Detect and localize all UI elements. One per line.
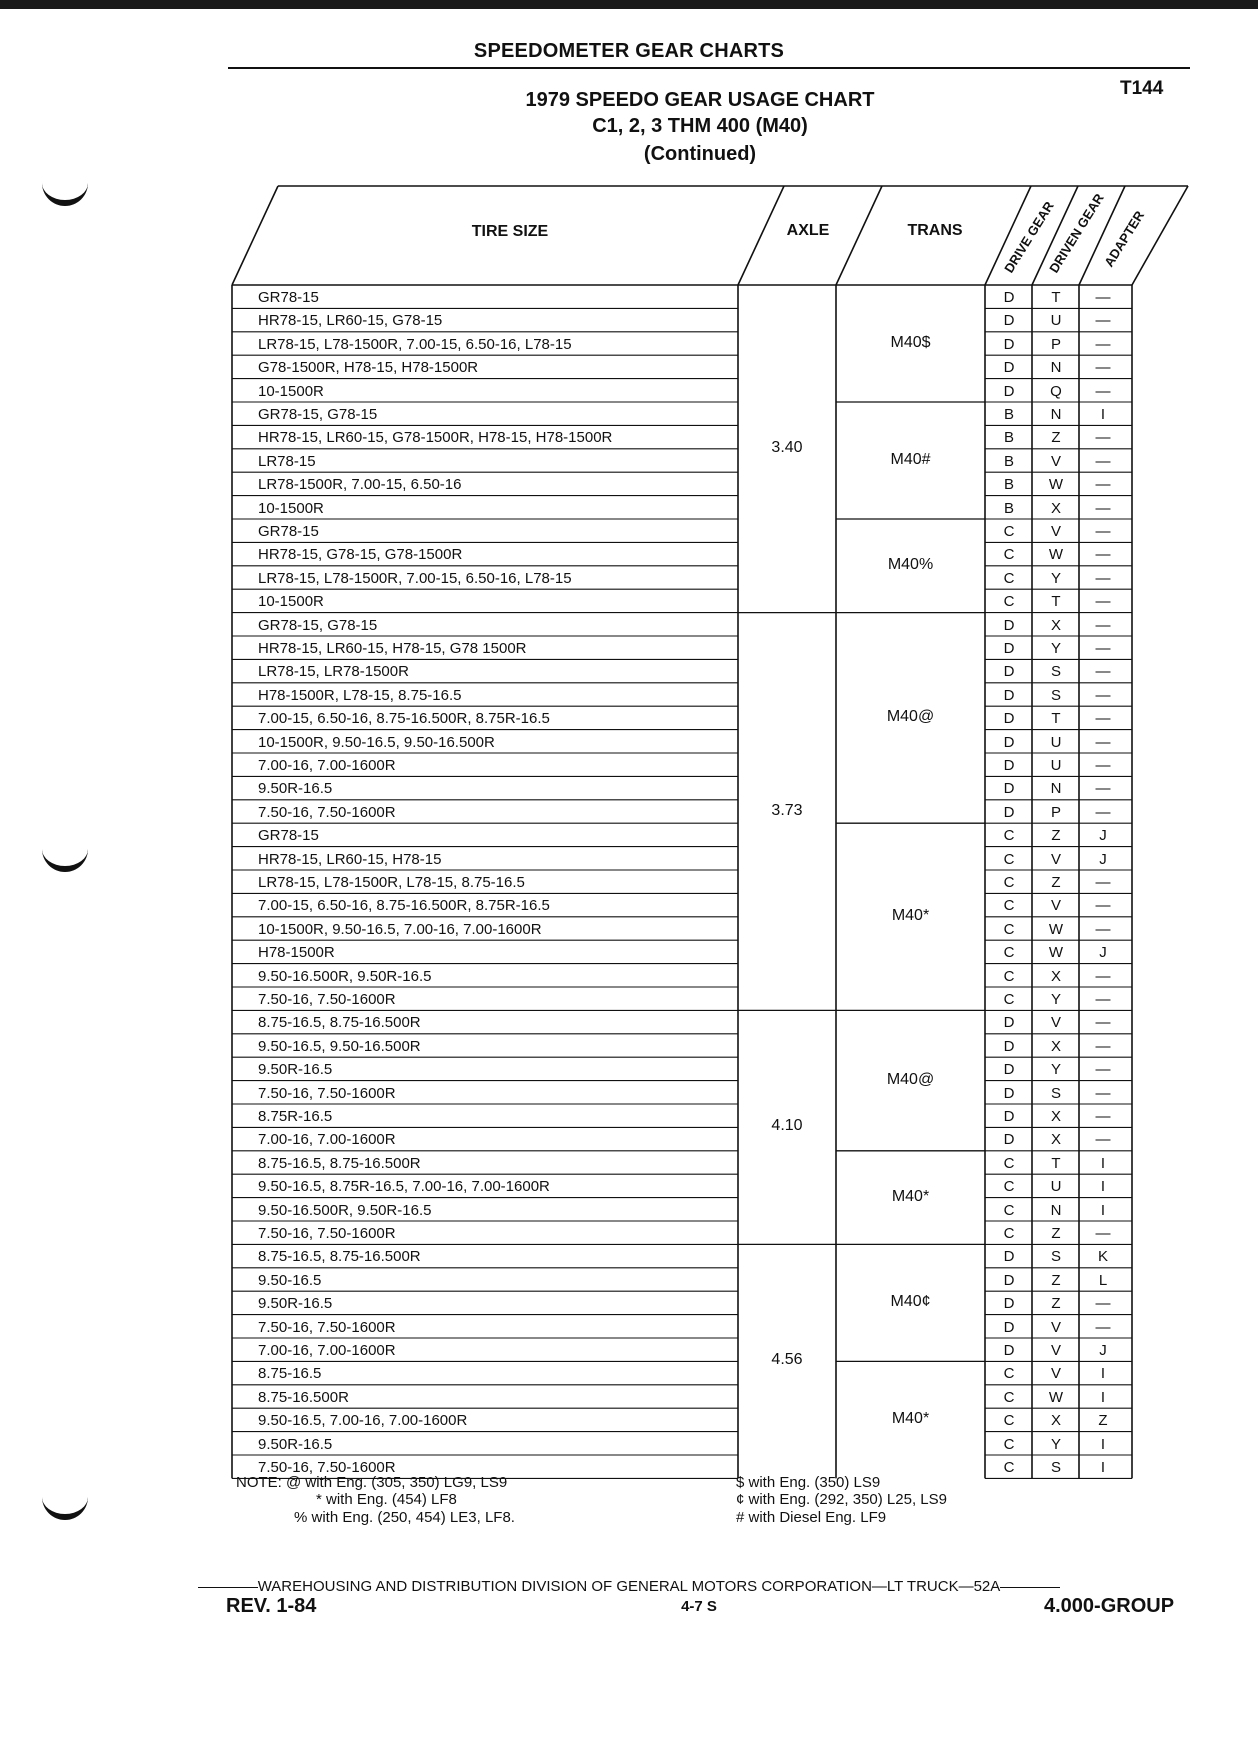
tire-size-cell: 9.50R-16.5: [258, 1435, 333, 1453]
driven-gear-cell: X: [1050, 499, 1061, 517]
adapter-gear-cell: —: [1095, 499, 1111, 517]
tire-size-cell: 9.50-16.500R, 9.50R-16.5: [258, 967, 432, 985]
adapter-gear-cell: I: [1100, 1388, 1106, 1406]
adapter-gear-cell: —: [1095, 546, 1111, 564]
driven-gear-cell: N: [1050, 780, 1062, 798]
column-header-driven: DRIVEN GEAR: [1046, 190, 1107, 276]
adapter-gear-cell: I: [1100, 1201, 1106, 1219]
adapter-gear-cell: —: [1095, 1295, 1111, 1313]
driven-gear-cell: W: [1048, 944, 1064, 962]
drive-gear-cell: D: [1003, 312, 1015, 330]
tire-size-cell: 9.50R-16.5: [258, 1295, 333, 1313]
adapter-gear-cell: —: [1095, 780, 1111, 798]
driven-gear-cell: Z: [1051, 429, 1061, 447]
drive-gear-cell: D: [1003, 1014, 1015, 1032]
adapter-gear-cell: —: [1095, 569, 1111, 587]
driven-gear-cell: T: [1051, 289, 1061, 306]
trans-code-label: M40$: [890, 333, 931, 351]
adapter-gear-cell: J: [1099, 827, 1107, 845]
drive-gear-cell: B: [1003, 452, 1014, 470]
tire-size-cell: 9.50-16.5, 8.75R-16.5, 7.00-16, 7.00-1600R: [258, 1178, 550, 1196]
drive-gear-cell: D: [1003, 803, 1015, 821]
drive-gear-cell: B: [1003, 406, 1014, 423]
tire-size-cell: GR78-15: [258, 523, 319, 540]
driven-gear-cell: V: [1050, 1014, 1061, 1032]
driven-gear-cell: X: [1050, 616, 1061, 634]
drive-gear-cell: D: [1003, 686, 1015, 704]
tire-size-cell: 7.50-16, 7.50-1600R: [258, 1225, 396, 1242]
adapter-gear-cell: —: [1095, 1061, 1111, 1079]
drive-gear-cell: C: [1003, 1412, 1015, 1430]
adapter-gear-cell: —: [1095, 1225, 1111, 1242]
driven-gear-cell: X: [1050, 967, 1061, 985]
trans-code-label: M40@: [886, 1070, 935, 1088]
tire-size-cell: 9.50-16.500R, 9.50R-16.5: [258, 1201, 432, 1219]
tire-size-cell: 8.75-16.5, 8.75-16.500R: [258, 1154, 421, 1172]
trans-code-label: M40%: [887, 555, 934, 573]
tire-size-cell: GR78-15, G78-15: [258, 616, 378, 634]
tire-size-cell: 8.75-16.5: [258, 1365, 322, 1383]
drive-gear-cell: D: [1003, 289, 1015, 306]
drive-gear-cell: D: [1003, 1108, 1015, 1125]
tire-size-cell: 8.75-16.500R: [258, 1388, 349, 1406]
tire-size-cell: H78-1500R: [258, 944, 335, 962]
driven-gear-cell: U: [1050, 1178, 1062, 1196]
adapter-gear-cell: I: [1100, 1365, 1106, 1383]
axle-ratio-label: 3.73: [771, 801, 803, 819]
drive-gear-cell: C: [1003, 991, 1015, 1008]
tire-size-cell: 9.50-16.5, 7.00-16, 7.00-1600R: [258, 1412, 468, 1430]
driven-gear-cell: P: [1050, 335, 1061, 353]
tire-size-cell: 9.50R-16.5: [258, 1061, 333, 1079]
tire-size-cell: GR78-15: [258, 827, 319, 845]
footer-revision: REV. 1-84: [226, 1595, 317, 1617]
driven-gear-cell: N: [1050, 359, 1062, 377]
axle-ratio-label: 4.10: [771, 1117, 803, 1135]
drive-gear-cell: D: [1003, 1084, 1015, 1102]
driven-gear-cell: V: [1050, 850, 1061, 868]
tire-size-cell: 7.00-16, 7.00-1600R: [258, 1131, 396, 1149]
drive-gear-cell: C: [1003, 1201, 1015, 1219]
drive-gear-cell: C: [1003, 1459, 1015, 1476]
footer-group: 4.000-GROUP: [1044, 1595, 1175, 1617]
driven-gear-cell: U: [1050, 733, 1062, 751]
drive-gear-cell: B: [1003, 499, 1014, 517]
adapter-gear-cell: —: [1095, 335, 1111, 353]
drive-gear-cell: C: [1003, 897, 1015, 915]
header-slant: [1132, 186, 1188, 285]
drive-gear-cell: D: [1003, 359, 1015, 377]
adapter-gear-cell: Z: [1098, 1412, 1108, 1430]
note-line: * with Eng. (454) LF8: [316, 1491, 457, 1508]
tire-size-cell: 9.50R-16.5: [258, 780, 333, 798]
drive-gear-cell: D: [1003, 757, 1015, 774]
drive-gear-cell: C: [1003, 523, 1015, 540]
trans-code-label: M40#: [890, 450, 931, 468]
drive-gear-cell: B: [1003, 476, 1014, 494]
drive-gear-cell: D: [1003, 335, 1015, 353]
drive-gear-cell: D: [1003, 710, 1015, 728]
driven-gear-cell: W: [1048, 1388, 1064, 1406]
tire-size-cell: HR78-15, LR60-15, H78-15: [258, 850, 442, 868]
adapter-gear-cell: —: [1095, 663, 1111, 681]
tire-size-cell: 7.50-16, 7.50-1600R: [258, 1084, 396, 1102]
page-header-title: SPEEDOMETER GEAR CHARTS: [473, 40, 785, 62]
header-slant: [232, 186, 278, 285]
tire-size-cell: 10-1500R: [258, 593, 324, 611]
adapter-gear-cell: —: [1095, 1037, 1111, 1055]
driven-gear-cell: V: [1050, 1365, 1061, 1383]
trans-code-label: M40*: [891, 1187, 930, 1205]
adapter-gear-cell: I: [1100, 1154, 1106, 1172]
note-line: $ with Eng. (350) LS9: [736, 1474, 881, 1491]
tire-size-cell: 8.75R-16.5: [258, 1108, 333, 1125]
tire-size-cell: LR78-15, L78-1500R, L78-15, 8.75-16.5: [258, 874, 525, 891]
tire-size-cell: 8.75-16.5, 8.75-16.500R: [258, 1248, 421, 1266]
adapter-gear-cell: —: [1095, 1131, 1111, 1149]
chart-subtitle: C1, 2, 3 THM 400 (M40): [592, 115, 808, 137]
driven-gear-cell: T: [1051, 1154, 1061, 1172]
driven-gear-cell: T: [1051, 710, 1061, 728]
tire-size-cell: 7.00-16, 7.00-1600R: [258, 1342, 396, 1359]
adapter-gear-cell: J: [1099, 850, 1107, 868]
drive-gear-cell: C: [1003, 1154, 1015, 1172]
driven-gear-cell: U: [1050, 312, 1062, 330]
drive-gear-cell: C: [1003, 850, 1015, 868]
tire-size-cell: 10-1500R, 9.50-16.5, 9.50-16.500R: [258, 733, 495, 751]
adapter-gear-cell: —: [1095, 874, 1111, 891]
tire-size-cell: 10-1500R: [258, 499, 324, 517]
drive-gear-cell: D: [1003, 1271, 1015, 1289]
page-code: T144: [1120, 78, 1164, 99]
driven-gear-cell: Z: [1051, 1295, 1061, 1313]
drive-gear-cell: D: [1003, 1295, 1015, 1313]
driven-gear-cell: V: [1050, 523, 1061, 540]
column-header-adapter: ADAPTER: [1101, 208, 1148, 270]
driven-gear-cell: V: [1050, 452, 1061, 470]
drive-gear-cell: C: [1003, 1225, 1015, 1242]
drive-gear-cell: C: [1003, 920, 1015, 938]
drive-gear-cell: C: [1003, 874, 1015, 891]
chart-title: 1979 SPEEDO GEAR USAGE CHART: [525, 89, 875, 111]
adapter-gear-cell: —: [1095, 920, 1111, 938]
adapter-gear-cell: —: [1095, 803, 1111, 821]
driven-gear-cell: W: [1048, 920, 1064, 938]
tire-size-cell: LR78-15, LR78-1500R: [258, 663, 409, 681]
tire-size-cell: 7.50-16, 7.50-1600R: [258, 1459, 396, 1476]
driven-gear-cell: Y: [1050, 991, 1061, 1008]
column-header-tire: TIRE SIZE: [471, 223, 549, 240]
adapter-gear-cell: —: [1095, 429, 1111, 447]
adapter-gear-cell: —: [1095, 476, 1111, 494]
drive-gear-cell: D: [1003, 1248, 1015, 1266]
tire-size-cell: LR78-1500R, 7.00-15, 6.50-16: [258, 476, 462, 494]
adapter-gear-cell: J: [1099, 1342, 1107, 1359]
note-line: % with Eng. (250, 454) LE3, LF8.: [294, 1509, 515, 1526]
driven-gear-cell: S: [1050, 663, 1061, 681]
drive-gear-cell: B: [1003, 429, 1014, 447]
adapter-gear-cell: —: [1095, 382, 1111, 400]
driven-gear-cell: P: [1050, 803, 1061, 821]
trans-code-label: M40¢: [890, 1292, 931, 1310]
adapter-gear-cell: —: [1095, 523, 1111, 540]
drive-gear-cell: D: [1003, 382, 1015, 400]
drive-gear-cell: D: [1003, 1131, 1015, 1149]
driven-gear-cell: S: [1050, 1084, 1061, 1102]
adapter-gear-cell: I: [1100, 1178, 1106, 1196]
driven-gear-cell: V: [1050, 897, 1061, 915]
driven-gear-cell: T: [1051, 593, 1061, 611]
tire-size-cell: 7.00-15, 6.50-16, 8.75-16.500R, 8.75R-16.5: [258, 710, 550, 728]
tire-size-cell: 7.50-16, 7.50-1600R: [258, 803, 396, 821]
driven-gear-cell: Z: [1051, 1225, 1061, 1242]
driven-gear-cell: Y: [1050, 1435, 1061, 1453]
drive-gear-cell: C: [1003, 827, 1015, 845]
adapter-gear-cell: L: [1098, 1271, 1108, 1289]
axle-ratio-label: 4.56: [771, 1351, 803, 1369]
footer-division-line: WAREHOUSING AND DISTRIBUTION DIVISION OF GENERAL MOTORS CORPORATION—LT TRUCK—52A: [0, 1578, 1258, 1595]
drive-gear-cell: D: [1003, 1318, 1015, 1336]
drive-gear-cell: C: [1003, 593, 1015, 611]
adapter-gear-cell: —: [1095, 686, 1111, 704]
drive-gear-cell: C: [1003, 967, 1015, 985]
tire-size-cell: GR78-15, G78-15: [258, 406, 378, 423]
adapter-gear-cell: I: [1100, 1435, 1106, 1453]
adapter-gear-cell: —: [1095, 616, 1111, 634]
driven-gear-cell: S: [1050, 1459, 1061, 1476]
driven-gear-cell: W: [1048, 476, 1064, 494]
axle-ratio-label: 3.40: [771, 438, 803, 456]
chart-continued: (Continued): [643, 143, 757, 165]
column-header-axle: AXLE: [786, 222, 830, 239]
drive-gear-cell: D: [1003, 1037, 1015, 1055]
driven-gear-cell: V: [1050, 1318, 1061, 1336]
driven-gear-cell: Y: [1050, 1061, 1061, 1079]
note-line: ¢ with Eng. (292, 350) L25, LS9: [736, 1491, 947, 1508]
driven-gear-cell: Z: [1051, 1271, 1061, 1289]
tire-size-cell: HR78-15, G78-15, G78-1500R: [258, 546, 463, 564]
adapter-gear-cell: —: [1095, 640, 1111, 657]
tire-size-cell: LR78-15: [258, 452, 316, 470]
drive-gear-cell: D: [1003, 616, 1015, 634]
trans-code-label: M40*: [891, 906, 930, 924]
drive-gear-cell: D: [1003, 780, 1015, 798]
tire-size-cell: HR78-15, LR60-15, G78-1500R, H78-15, H78-1500R: [258, 429, 613, 447]
adapter-gear-cell: —: [1095, 1014, 1111, 1032]
tire-size-cell: LR78-15, L78-1500R, 7.00-15, 6.50-16, L78-15: [258, 569, 572, 587]
driven-gear-cell: W: [1048, 546, 1064, 564]
drive-gear-cell: D: [1003, 733, 1015, 751]
driven-gear-cell: V: [1050, 1342, 1061, 1359]
tire-size-cell: 9.50-16.5, 9.50-16.500R: [258, 1037, 421, 1055]
adapter-gear-cell: —: [1095, 593, 1111, 611]
adapter-gear-cell: —: [1095, 452, 1111, 470]
driven-gear-cell: X: [1050, 1412, 1061, 1430]
adapter-gear-cell: —: [1095, 1108, 1111, 1125]
note-line: NOTE: @ with Eng. (305, 350) LG9, LS9: [236, 1474, 508, 1491]
driven-gear-cell: X: [1050, 1108, 1061, 1125]
adapter-gear-cell: —: [1095, 1084, 1111, 1102]
driven-gear-cell: Z: [1051, 874, 1061, 891]
driven-gear-cell: U: [1050, 757, 1062, 774]
tire-size-cell: HR78-15, LR60-15, G78-15: [258, 312, 443, 330]
drive-gear-cell: C: [1003, 1435, 1015, 1453]
drive-gear-cell: D: [1003, 1061, 1015, 1079]
adapter-gear-cell: —: [1095, 289, 1111, 306]
driven-gear-cell: Y: [1050, 640, 1061, 657]
note-line: # with Diesel Eng. LF9: [736, 1509, 887, 1526]
tire-size-cell: GR78-15: [258, 289, 319, 306]
drive-gear-cell: C: [1003, 1388, 1015, 1406]
drive-gear-cell: D: [1003, 1342, 1015, 1359]
adapter-gear-cell: —: [1095, 312, 1111, 330]
driven-gear-cell: Q: [1050, 382, 1062, 400]
drive-gear-cell: C: [1003, 1178, 1015, 1196]
tire-size-cell: 7.50-16, 7.50-1600R: [258, 1318, 396, 1336]
adapter-gear-cell: K: [1097, 1248, 1108, 1266]
tire-size-cell: 7.00-15, 6.50-16, 8.75-16.500R, 8.75R-16.5: [258, 897, 550, 915]
column-header-drive: DRIVE GEAR: [1001, 198, 1057, 276]
tire-size-cell: 10-1500R, 9.50-16.5, 7.00-16, 7.00-1600R: [258, 920, 542, 938]
adapter-gear-cell: —: [1095, 967, 1111, 985]
driven-gear-cell: S: [1050, 686, 1061, 704]
tire-size-cell: H78-1500R, L78-15, 8.75-16.5: [258, 686, 462, 704]
tire-size-cell: 9.50-16.5: [258, 1271, 322, 1289]
adapter-gear-cell: —: [1095, 359, 1111, 377]
tire-size-cell: G78-1500R, H78-15, H78-1500R: [258, 359, 479, 377]
adapter-gear-cell: —: [1095, 897, 1111, 915]
driven-gear-cell: X: [1050, 1131, 1061, 1149]
drive-gear-cell: C: [1003, 546, 1015, 564]
tire-size-cell: 8.75-16.5, 8.75-16.500R: [258, 1014, 421, 1032]
tire-size-cell: 7.50-16, 7.50-1600R: [258, 991, 396, 1008]
adapter-gear-cell: —: [1095, 757, 1111, 774]
column-header-trans: TRANS: [907, 222, 963, 239]
drive-gear-cell: D: [1003, 663, 1015, 681]
driven-gear-cell: Z: [1051, 827, 1061, 845]
adapter-gear-cell: J: [1099, 944, 1107, 962]
tire-size-cell: 10-1500R: [258, 382, 324, 400]
drive-gear-cell: D: [1003, 640, 1015, 657]
drive-gear-cell: C: [1003, 944, 1015, 962]
trans-code-label: M40@: [886, 707, 935, 725]
driven-gear-cell: Y: [1050, 569, 1061, 587]
driven-gear-cell: S: [1050, 1248, 1061, 1266]
adapter-gear-cell: —: [1095, 710, 1111, 728]
adapter-gear-cell: —: [1095, 1318, 1111, 1336]
adapter-gear-cell: I: [1100, 1459, 1106, 1476]
adapter-gear-cell: —: [1095, 991, 1111, 1008]
tire-size-cell: HR78-15, LR60-15, H78-15, G78 1500R: [258, 640, 527, 657]
adapter-gear-cell: —: [1095, 733, 1111, 751]
drive-gear-cell: C: [1003, 569, 1015, 587]
footer-page-number: 4-7 S: [681, 1598, 717, 1615]
trans-code-label: M40*: [891, 1409, 930, 1427]
drive-gear-cell: C: [1003, 1365, 1015, 1383]
adapter-gear-cell: I: [1100, 406, 1106, 423]
driven-gear-cell: N: [1050, 406, 1062, 423]
driven-gear-cell: X: [1050, 1037, 1061, 1055]
tire-size-cell: 7.00-16, 7.00-1600R: [258, 757, 396, 774]
driven-gear-cell: N: [1050, 1201, 1062, 1219]
tire-size-cell: LR78-15, L78-1500R, 7.00-15, 6.50-16, L78-15: [258, 335, 572, 353]
